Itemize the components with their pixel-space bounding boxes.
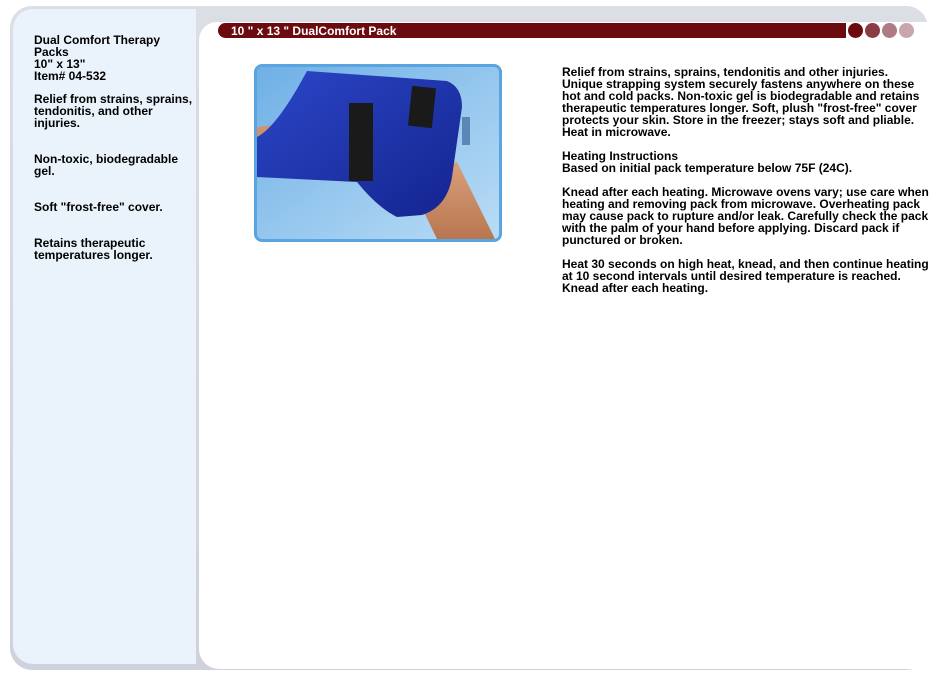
product-title-block: [34, 34, 194, 82]
heating-heading: Heating Instructions: [562, 149, 679, 163]
item-number: Item# 04-532: [34, 69, 107, 83]
sidebar: [13, 9, 196, 664]
description-text: Relief from strains, sprains, tendonitis and other injuries. Unique strapping system securely fastens anywhere on these hot and cold packs. Non-toxic gel is biodegradable and retains therapeutic temperatures longer. Soft, plush "frost-free" cover protects your skin. Store in the freezer; stays soft and pliable. Heat in microwave.: [562, 65, 920, 139]
decor-dot: [882, 23, 897, 38]
product-name: Dual Comfort Therapy Packs: [34, 33, 161, 59]
feature-item: Non-toxic, biodegradable gel.: [34, 152, 179, 178]
knee-pack-illustration: [257, 67, 499, 239]
heating-basis: Based on initial pack temperature below 75F (24C).: [562, 161, 853, 175]
feature-item: Relief from strains, sprains, tendonitis, and other injuries.: [34, 92, 193, 130]
knead-text: Knead after each heating. Microwave ovens vary; use care when heating and removing pack from microwave. Overheating pack may cause pack to rupture and/or leak. Carefully check the pack with the palm of your hand before applying. Discard pack if punctured or broken.: [562, 185, 929, 247]
feature-item: Soft "frost-free" cover.: [34, 200, 163, 214]
heating-instructions: [562, 150, 932, 174]
feature-item: Retains therapeutic temperatures longer.: [34, 236, 153, 262]
decor-dot: [848, 23, 863, 38]
decor-dot: [865, 23, 880, 38]
heat-text: Heat 30 seconds on high heat, knead, and then continue heating at 10 second intervals until desired temperature is reached. Knead after each heating.: [562, 257, 929, 295]
product-description: [562, 66, 932, 306]
knee-pack-photo: [254, 64, 502, 242]
decor-dot: [899, 23, 914, 38]
page-title: 10 " x 13 " DualComfort Pack: [231, 24, 397, 38]
product-size: 10" x 13": [34, 57, 86, 71]
